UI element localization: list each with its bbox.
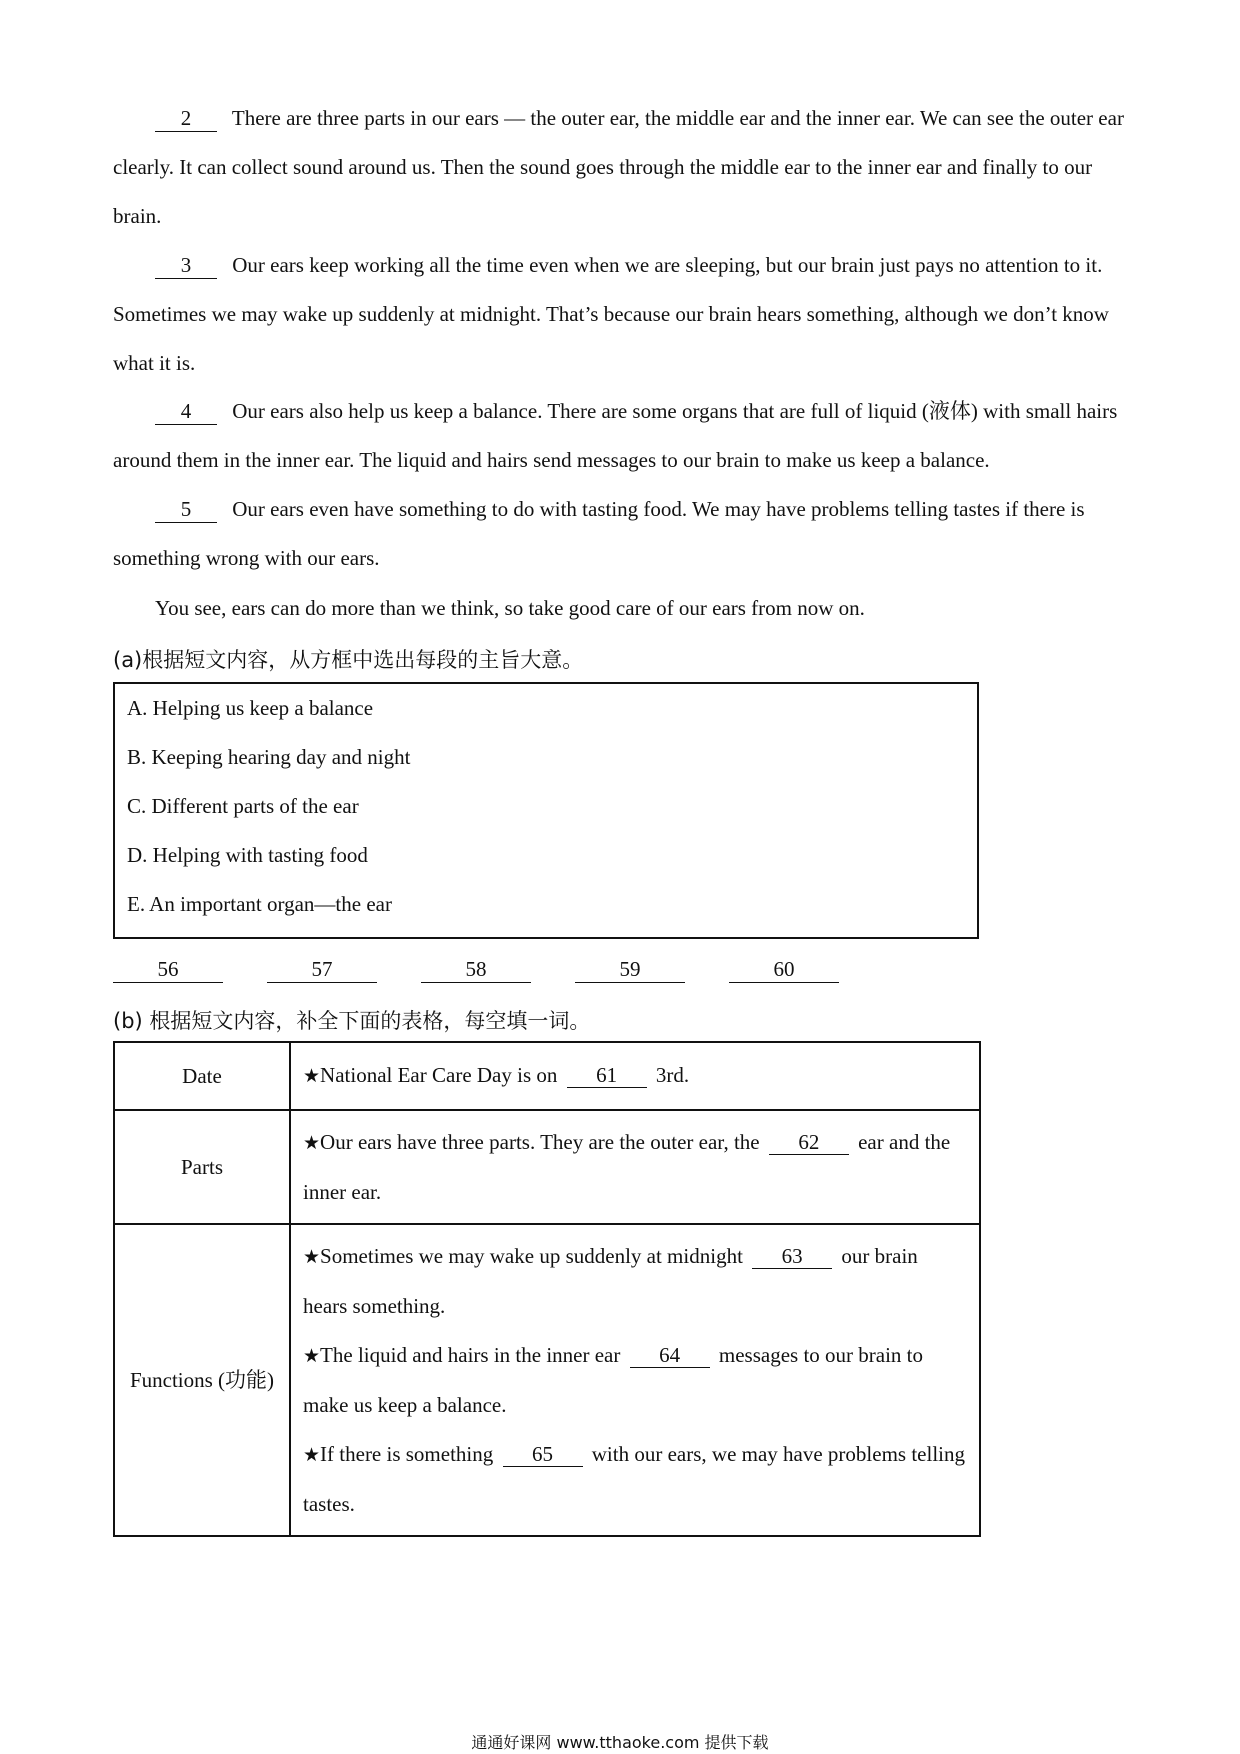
table-row-parts [114, 1110, 980, 1224]
star-icon: ★ [303, 1443, 321, 1466]
answer-blank-60[interactable]: 60 [729, 956, 839, 983]
table-row-date [114, 1042, 980, 1110]
footer-watermark: 通通好课网 www.tthaoke.com 提供下载 [471, 1733, 769, 1752]
paragraph-text: Our ears also help us keep a balance. There are some organs that are full of liquid (液体) with small hairs around them in the inner ear. The liquid and hairs send messages to our brain to make us keep a balance. [113, 399, 1118, 472]
table-blank-62[interactable]: 62 [769, 1130, 849, 1155]
option-d: D. Helping with tasting food [127, 843, 368, 867]
star-icon: ★ [303, 1344, 321, 1367]
paragraph-text: There are three parts in our ears — the outer ear, the middle ear and the inner ear. We can see the outer ear clearly. It can collect sound around us. Then the sound goes through the middle ear to the inner ear and finally to our brain. [113, 106, 1124, 228]
star-icon: ★ [303, 1245, 321, 1268]
star-icon: ★ [303, 1065, 321, 1087]
paragraph-text: Our ears keep working all the time even when we are sleeping, but our brain just pays no attention to it. Sometimes we may wake up suddenly at midnight. That’s because our brain hears something, although we don’t know what it is. [113, 253, 1109, 375]
paragraph-text: Our ears even have something to do with tasting food. We may have problems telling tastes if there is something wrong with our ears. [113, 497, 1085, 570]
text-before: The liquid and hairs in the inner ear [320, 1342, 621, 1367]
option-e: E. An important organ—the ear [127, 892, 392, 916]
paragraph-blank: 2 [155, 105, 217, 132]
text-before: Sometimes we may wake up suddenly at midnight [320, 1243, 743, 1268]
paragraph-3 [113, 241, 1133, 388]
text-before: If there is something [320, 1441, 494, 1466]
table-blank-61[interactable]: 61 [567, 1063, 647, 1088]
paragraph-2 [113, 94, 1133, 241]
row-label: Date [114, 1042, 290, 1110]
options-box [113, 682, 979, 939]
option-c: C. Different parts of the ear [127, 794, 359, 818]
row-content [290, 1224, 980, 1536]
row-label: Parts [114, 1110, 290, 1224]
fill-in-table [113, 1041, 981, 1537]
answer-blank-56[interactable]: 56 [113, 956, 223, 983]
row-label: Functions (功能) [114, 1224, 290, 1536]
star-icon: ★ [303, 1131, 321, 1154]
paragraph-closing [113, 584, 1133, 633]
text-before: National Ear Care Day is on [320, 1063, 558, 1087]
text-after: messages to our brain to make us keep a balance. [303, 1342, 923, 1417]
answer-blank-57[interactable]: 57 [267, 956, 377, 983]
section-b-instruction: (b) 根据短文内容，补全下面的表格，每空填一词。 [113, 1009, 591, 1033]
option-a: A. Helping us keep a balance [127, 696, 374, 720]
text-after: 3rd. [655, 1063, 690, 1087]
table-row-functions [114, 1224, 980, 1536]
paragraph-blank: 4 [155, 398, 217, 425]
paragraph-blank: 3 [155, 252, 217, 279]
paragraph-text: You see, ears can do more than we think, so take good care of our ears from now on. [155, 596, 865, 620]
text-before: Our ears have three parts. They are the outer ear, the [320, 1129, 760, 1154]
function-item-2 [303, 1331, 967, 1430]
text-after: with our ears, we may have problems telling tastes. [303, 1441, 965, 1516]
section-a-instruction: (a)根据短文内容，从方框中选出每段的主旨大意。 [113, 648, 584, 672]
text-after: ear and the inner ear. [303, 1129, 951, 1204]
table-blank-64[interactable]: 64 [630, 1343, 710, 1368]
answer-blank-58[interactable]: 58 [421, 956, 531, 983]
paragraph-blank: 5 [155, 496, 217, 523]
row-content [290, 1110, 980, 1224]
row-content [290, 1042, 980, 1110]
answer-blank-59[interactable]: 59 [575, 956, 685, 983]
text-after: our brain hears something. [303, 1243, 918, 1318]
paragraph-4 [113, 387, 1133, 485]
paragraph-5 [113, 485, 1133, 583]
table-blank-63[interactable]: 63 [752, 1244, 832, 1269]
option-b: B. Keeping hearing day and night [127, 745, 411, 769]
function-item-3 [303, 1430, 967, 1529]
table-blank-65[interactable]: 65 [503, 1442, 583, 1467]
function-item-1 [303, 1232, 967, 1331]
